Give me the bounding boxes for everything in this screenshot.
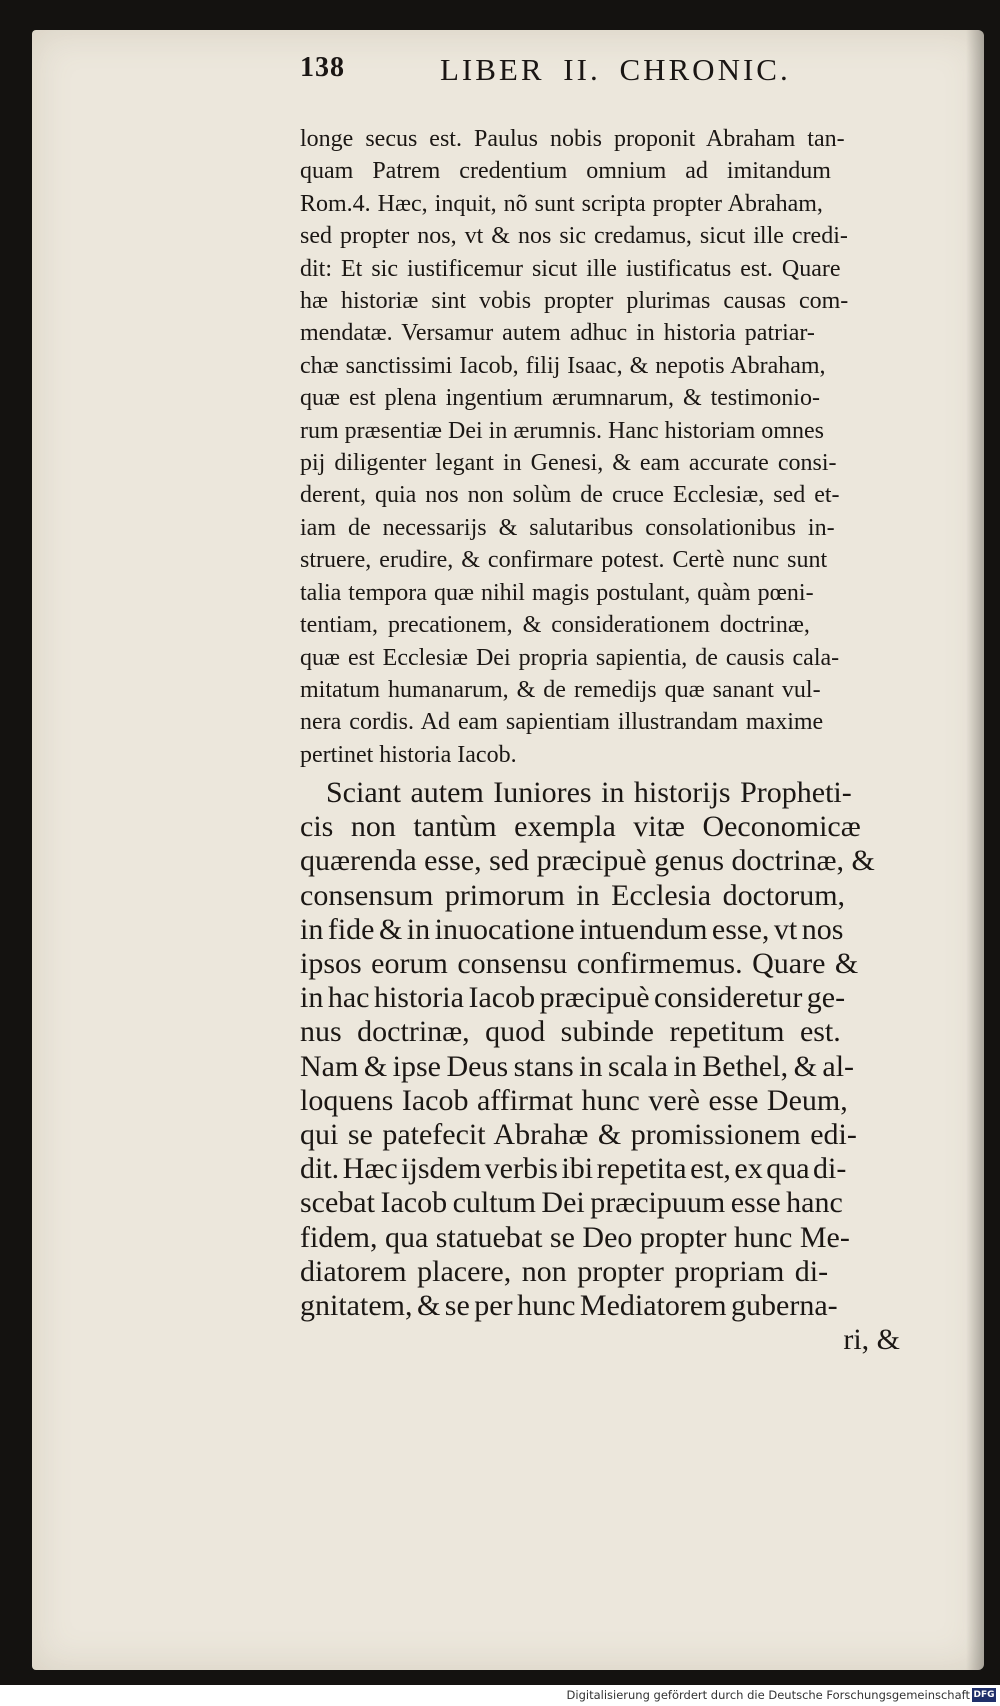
text-line: loquens Iacob affirmat hunc verè esse Deum, xyxy=(300,1083,848,1117)
text-line: derent, quia nos non solùm de cruce Ecclesiæ, sed et- xyxy=(300,482,840,509)
text-line: fidem, qua statuebat se Deo propter hunc Me- xyxy=(300,1220,850,1254)
paragraph-2 xyxy=(300,776,900,1357)
text-line: qui se patefecit Abrahæ & promissionem edi- xyxy=(300,1118,857,1152)
text-line: pertinet historia Iacob. xyxy=(300,741,517,768)
text-line: Nam & ipse Deus stans in scala in Bethel, & al- xyxy=(300,1049,855,1083)
text-line: struere, erudire, & confirmare potest. Certè nunc sunt xyxy=(300,547,828,574)
text-line: nus doctrinæ, quod subinde repetitum est. xyxy=(300,1015,841,1049)
page-number: 138 xyxy=(300,52,345,83)
text-line: diatorem placere, non propter propriam di- xyxy=(300,1254,829,1288)
text-line: quæ est Ecclesiæ Dei propria sapientia, de causis cala- xyxy=(300,644,840,671)
text-line: hæ historiæ sint vobis propter plurimas causas com- xyxy=(300,288,849,315)
page-edge-shadow xyxy=(966,30,984,1670)
text-line: iam de necessarijs & salutaribus consolationibus in- xyxy=(300,514,835,541)
catchword: ri, & xyxy=(843,1323,900,1357)
text-line: sed propter nos, vt & nos sic credamus, sicut ille credi- xyxy=(300,223,848,250)
dfg-logo-icon: DFG xyxy=(973,1690,995,1700)
running-head xyxy=(300,52,860,102)
text-line: mendatæ. Versamur autem adhuc in historia patriar- xyxy=(300,320,815,347)
text-line: tentiam, precationem, & considerationem doctrinæ, xyxy=(300,612,810,639)
text-line: ipsos eorum consensu confirmemus. Quare & xyxy=(300,947,859,981)
text-line: in hac historia Iacob præcipuè consideretur ge- xyxy=(300,981,846,1015)
text-line: dit: Et sic iustificemur sicut ille iustificatus est. Quare xyxy=(300,255,841,282)
funding-credit: Digitalisierung gefördert durch die Deutsche Forschungsgemeinschaft xyxy=(566,1688,970,1702)
text-line: in fide & in inuocatione intuendum esse, vt nos xyxy=(300,912,844,946)
text-line: mitatum humanarum, & de remedijs quæ sanant vul- xyxy=(300,676,821,703)
text-line: consensum primorum in Ecclesia doctorum, xyxy=(300,878,846,912)
text-line: quærenda esse, sed præcipuè genus doctrinæ, & xyxy=(300,844,875,878)
text-line: scebat Iacob cultum Dei præcipuum esse hanc xyxy=(300,1186,843,1220)
text-line: dit. Hæc ijsdem verbis ibi repetita est, ex qua di- xyxy=(300,1152,847,1186)
text-line: Sciant autem Iuniores in historijs Propheti- xyxy=(326,776,852,809)
text-line: longe secus est. Paulus nobis proponit Abraham tan- xyxy=(300,126,845,152)
text-line: Rom.4. Hæc, inquit, nõ sunt scripta propter Abraham, xyxy=(300,190,823,217)
text-line: quæ est plena ingentium ærumnarum, & testimonio- xyxy=(300,385,820,412)
running-title: LIBER II. CHRONIC. xyxy=(440,52,791,87)
text-line: nera cordis. Ad eam sapientiam illustrandam maxime xyxy=(300,709,824,736)
digitization-footer xyxy=(0,1685,1000,1706)
text-line: rum præsentiæ Dei in ærumnis. Hanc historiam omnes xyxy=(300,417,824,444)
text-line: pij diligenter legant in Genesi, & eam accurate consi- xyxy=(300,450,837,477)
paragraph-1 xyxy=(300,123,875,771)
text-line: quam Patrem credentium omnium ad imitandum xyxy=(300,158,831,185)
text-line: gnitatem, & se per hunc Mediatorem guberna- xyxy=(300,1289,838,1323)
text-line: chæ sanctissimi Iacob, filij Isaac, & nepotis Abraham, xyxy=(300,352,826,379)
text-line: cis non tantùm exempla vitæ Oeconomicæ xyxy=(300,810,861,844)
text-line: talia tempora quæ nihil magis postulant, quàm pœni- xyxy=(300,579,814,606)
